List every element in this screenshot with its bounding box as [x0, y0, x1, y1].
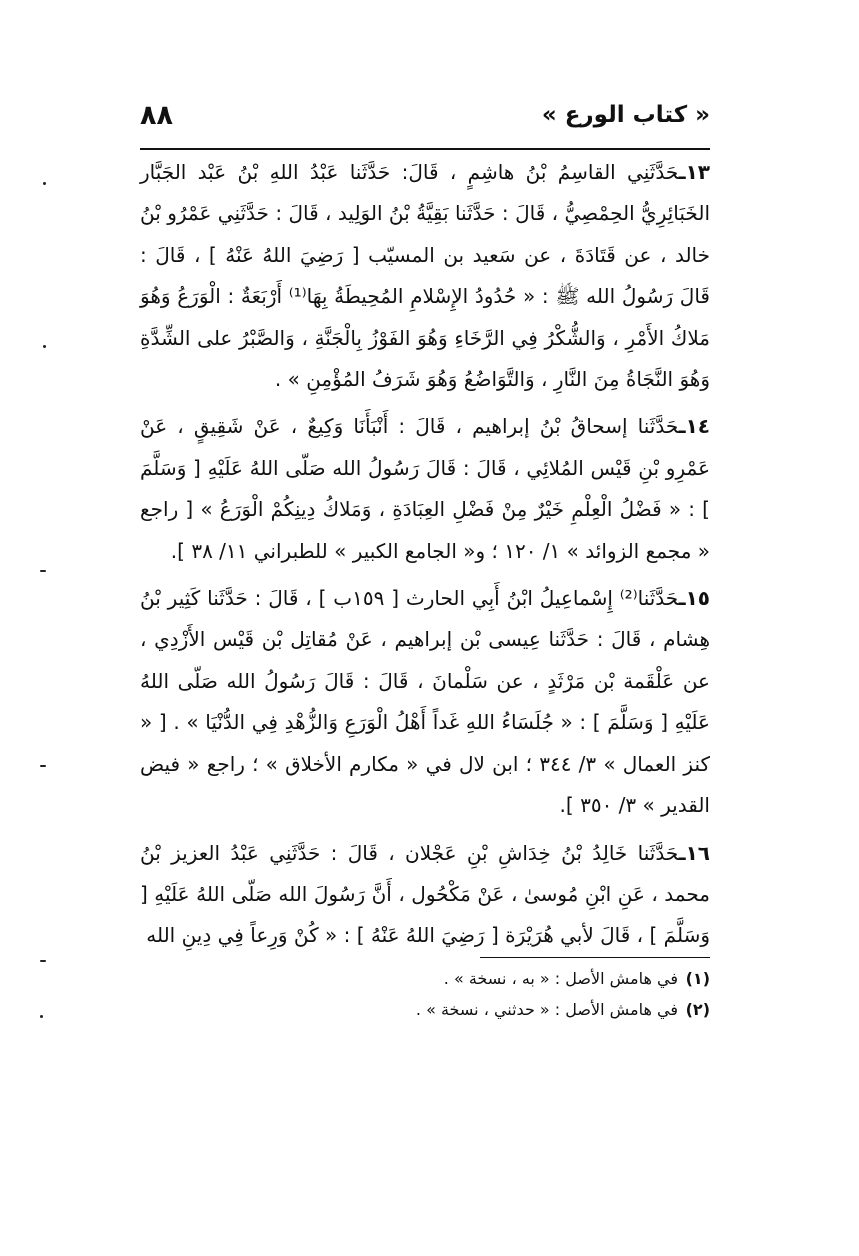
footnote-1 — [140, 963, 710, 994]
footnote-divider — [480, 957, 710, 958]
hadith-13 — [140, 152, 710, 400]
scan-speck — [40, 765, 46, 767]
footnote-number: (٢) — [685, 1000, 710, 1019]
footnote-2 — [140, 994, 710, 1025]
footnote-text: في هامش الأصل : « به ، نسخة » . — [443, 969, 678, 988]
hadith-text: حَدَّثَنا خَالِدُ بْنُ خِدَاشِ بْنِ عَجْلان ، قَالَ : حَدَّثَنِي عَبْدُ العزيز بْنُ محمد ، عَنِ ابْنِ مُوسىٰ ، عَنْ مَكْحُول ، أَنَّ رَسُولَ الله صَلّى اللهُ عَلَيْهِ [ وَسَلَّمَ ] ، قَالَ لأبي هُرَيْرَة [ رَضِيَ اللهُ عَنْهُ ] : « كُنْ وَرِعاً فِي دِينِ الله — [140, 840, 710, 948]
footnotes — [140, 963, 710, 1025]
main-text — [140, 152, 710, 963]
hadith-text: حَدَّثَنِي القاسِمُ بْنُ هاشِمٍ ، قَالَ: حَدَّثَنا عَبْدُ اللهِ بْنُ عَبْد الجَبَّار الخَبَائِرِيُّ الحِمْصِيُّ ، قَالَ : حَدَّثَنا بَقِيَّةُ بْنُ الوَلِيد ، قَالَ : حَدَّثَنِي عَمْرُو بْنُ خالد ، عن قَتَادَةَ ، عن سَعيد بن المسيّب [ رَضِيَ اللهُ عَنْهُ ] ، قَالَ : قَالَ رَسُولُ الله ﷺ : « حُدُودُ الإِسْلامِ المُحِيطَةُ بِهَا⁽¹⁾ أَرْبَعَةٌ : الْوَرَعُ وَهُوَ مَلاكُ الأَمْرِ ، وَالشُّكْرُ فِي الرَّخَاءِ وَهُوَ الفَوْزُ بِالْجَنَّةِ ، وَالصَّبْرُ على الشِّدَّةِ وَهُوَ النَّجَاةُ مِنَ النَّارِ ، وَالتَّوَاضُعُ وَهُوَ شَرَفُ المُؤْمِنِ » . — [140, 160, 710, 392]
footnote-text: في هامش الأصل : « حدثني ، نسخة » . — [415, 1000, 678, 1019]
hadith-14 — [140, 406, 710, 572]
footnote-number: (١) — [685, 969, 710, 988]
scan-speck — [43, 182, 46, 185]
page-header — [140, 100, 710, 140]
page-number: ٨٨ — [140, 100, 173, 131]
scan-speck — [40, 1015, 43, 1018]
hadith-text: حَدَّثَنا إسحاقُ بْنُ إبراهيم ، قَالَ : أَنْبَأَنَا وَكِيعٌ ، عَنْ شَقِيقٍ ، عَنْ عَمْرِو بْنِ قَيْس المُلائِي ، قَالَ : قَالَ رَسُولُ الله صَلّى اللهُ عَلَيْهِ [ وَسَلَّمَ ] : « فَضْلُ الْعِلْمِ خَيْرٌ مِنْ فَضْلِ العِبَادَةِ ، وَمَلاكُ دِينِكُمْ الْوَرَعُ » [ راجع « مجمع الزوائد » ١/ ١٢٠ ؛ و« الجامع الكبير » للطبراني ١١/ ٣٨ ]. — [140, 414, 710, 563]
hadith-number: ١٥ـ — [678, 586, 710, 611]
hadith-15 — [140, 578, 710, 826]
scan-speck — [43, 345, 46, 348]
scan-speck — [40, 960, 46, 962]
scan-speck — [40, 570, 46, 572]
hadith-text: حَدَّثَنا⁽²⁾ إِسْماعِيلُ ابْنُ أَبِي الحارث [ ١٥٩ب ] ، قَالَ : حَدَّثَنا كَثِير بْنُ هِشام ، قَالَ : حَدَّثَنا عِيسى بْن إبراهيم ، عَنْ مُقاتِل بْن قَيْس الأَزْدِي ، عن عَلْقَمة بْن مَرْثَدٍ ، عن سَلْمانَ ، قَالَ : قَالَ رَسُولُ الله صَلّى اللهُ عَلَيْهِ [ وَسَلَّمَ ] : « جُلَسَاءُ اللهِ غَداً أَهْلُ الْوَرَعِ وَالزُّهْدِ فِي الدُّنْيَا » . [ « كنز العمال » ٣/ ٣٤٤ ؛ ابن لال في « مكارم الأخلاق » ؛ راجع « فيض القدير » ٣/ ٣٥٠ ]. — [140, 586, 711, 818]
hadith-number: ١٤ـ — [678, 414, 710, 439]
hadith-16 — [140, 833, 710, 957]
header-divider — [140, 148, 710, 150]
running-title: « كتاب الورع » — [541, 102, 710, 128]
hadith-number: ١٣ـ — [678, 160, 710, 184]
hadith-number: ١٦ـ — [678, 840, 710, 865]
